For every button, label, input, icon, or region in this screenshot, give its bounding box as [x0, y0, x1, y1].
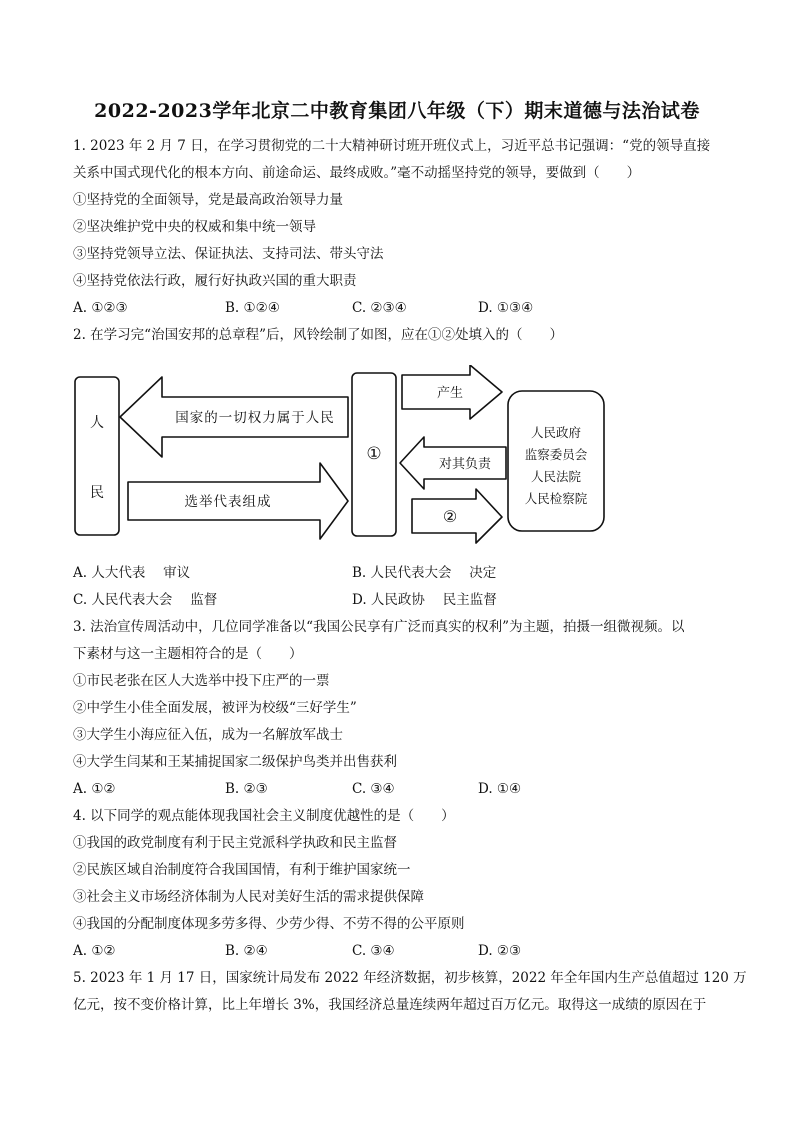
question-4-options [73, 942, 733, 960]
state-structure-diagram [70, 365, 610, 545]
option-c[interactable]: C. 人民代表大会 监督 [73, 592, 218, 608]
question-1-item-4: ④坚持党依法行政，履行好执政兴国的重大职责 [73, 273, 357, 289]
question-4-item-3: ③社会主义市场经济体制为人民对美好生活的需求提供保障 [73, 889, 424, 905]
question-2-options-row-2 [73, 591, 733, 609]
organ-3: 人民法院 [530, 469, 582, 484]
option-a[interactable]: A. ①② [73, 781, 116, 797]
option-a[interactable]: A. ①② [73, 943, 116, 959]
option-d[interactable]: D. ①④ [478, 781, 522, 797]
blank-2-label: ② [442, 507, 458, 526]
question-1-line-1: 1. 2023 年 2 月 7 日，在学习贯彻党的二十大精神研讨班开班仪式上，习近平总书记强调：“党的领导直接 [73, 138, 711, 154]
option-a[interactable]: A. 人大代表 审议 [73, 565, 191, 581]
question-2-options-row-1 [73, 564, 733, 582]
question-3-item-3: ③大学生小海应征入伍，成为一名解放军战士 [73, 727, 343, 743]
option-a[interactable]: A. ①②③ [73, 300, 128, 316]
option-d[interactable]: D. ①③④ [478, 300, 534, 316]
option-b[interactable]: B. 人民代表大会 决定 [352, 565, 497, 581]
question-1-item-3: ③坚持党领导立法、保证执法、支持司法、带头守法 [73, 246, 384, 262]
elect-arrow-label: 选举代表组成 [184, 494, 272, 510]
option-c[interactable]: C. ③④ [352, 781, 395, 797]
option-c[interactable]: C. ③④ [352, 943, 395, 959]
question-2-line-1: 2. 在学习完“治国安邦的总章程”后，风铃绘制了如图，应在①②处填入的（ ） [73, 327, 563, 343]
people-label-bottom: 民 [90, 485, 104, 501]
question-4-line-1: 4. 以下同学的观点能体现我国社会主义制度优越性的是（ ） [73, 808, 455, 824]
question-4-item-1: ①我国的政党制度有利于民主党派科学执政和民主监督 [73, 835, 397, 851]
blank-1-label: ① [366, 444, 382, 464]
question-1-options [73, 299, 733, 317]
produce-arrow-label: 产生 [436, 386, 464, 401]
question-1-item-1: ①坚持党的全面领导，党是最高政治领导力量 [73, 192, 343, 208]
option-d[interactable]: D. 人民政协 民主监督 [352, 592, 497, 608]
page-title: 2022-2023学年北京二中教育集团八年级（下）期末道德与法治试卷 [94, 100, 700, 122]
question-3-line-1: 3. 法治宣传周活动中，几位同学准备以“我国公民享有广泛而真实的权利”为主题，拍摄一组微视频。以 [73, 619, 685, 635]
organ-1: 人民政府 [530, 425, 582, 440]
question-1-item-2: ②坚决维护党中央的权威和集中统一领导 [73, 219, 316, 235]
question-3-item-2: ②中学生小佳全面发展，被评为校级“三好学生” [73, 700, 357, 716]
option-b[interactable]: B. ①②④ [225, 300, 280, 316]
question-3-line-2: 下素材与这一主题相符合的是（ ） [73, 646, 303, 662]
question-3-item-1: ①市民老张在区人大选举中投下庄严的一票 [73, 673, 330, 689]
responsible-arrow-label: 对其负责 [438, 457, 492, 472]
question-5-line-1: 5. 2023 年 1 月 17 日，国家统计局发布 2022 年经济数据，初步核算，2022 年全年国内生产总值超过 120 万 [73, 970, 747, 986]
question-5-line-2: 亿元，按不变价格计算，比上年增长 3%，我国经济总量连续两年超过百万亿元。取得这一成绩的原因在于 [73, 997, 707, 1013]
option-b[interactable]: B. ②④ [225, 943, 268, 959]
question-3-item-4: ④大学生闫某和王某捕捉国家二级保护鸟类并出售获利 [73, 754, 397, 770]
people-box [75, 377, 119, 535]
question-4-item-4: ④我国的分配制度体现多劳多得、少劳少得、不劳不得的公平原则 [73, 916, 465, 932]
organ-4: 人民检察院 [524, 491, 588, 506]
option-c[interactable]: C. ②③④ [352, 300, 407, 316]
option-b[interactable]: B. ②③ [225, 781, 268, 797]
question-3-options [73, 780, 733, 798]
option-d[interactable]: D. ②③ [478, 943, 522, 959]
organ-2: 监察委员会 [524, 447, 588, 462]
power-arrow-label: 国家的一切权力属于人民 [175, 410, 335, 426]
question-1-line-2: 关系中国式现代化的根本方向、前途命运、最终成败。”毫不动摇坚持党的领导，要做到（ ） [73, 165, 641, 181]
question-4-item-2: ②民族区域自治制度符合我国国情，有利于维护国家统一 [73, 862, 411, 878]
people-label-top: 人 [90, 415, 104, 431]
